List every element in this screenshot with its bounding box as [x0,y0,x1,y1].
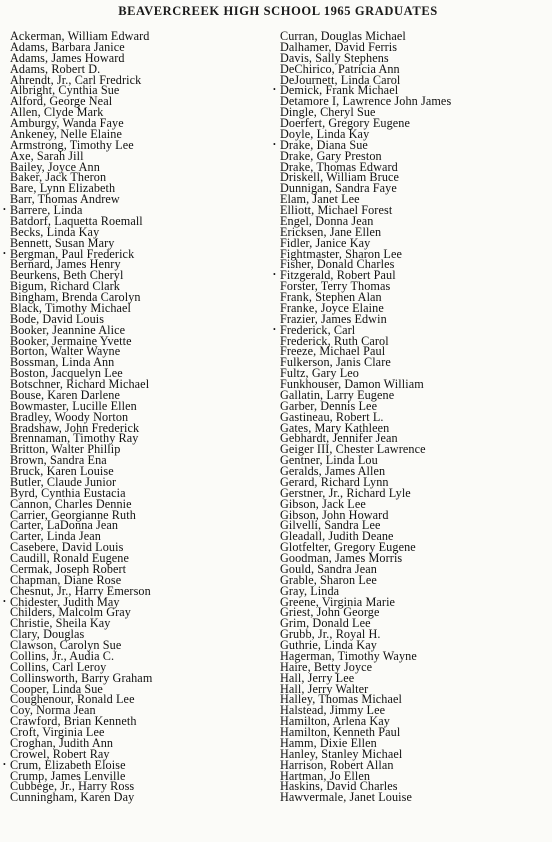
graduate-name: Clary, Douglas [10,627,85,642]
graduate-name: Ankeney, Nelle Elaine [10,126,122,141]
graduate-name: Cermak, Joseph Robert [10,561,127,576]
graduate-name: Haire, Betty Joyce [280,659,373,674]
graduate-name: Davis, Sally Stephens [280,50,389,65]
graduate-name: Clawson, Carolyn Sue [10,638,122,652]
deceased-marker: • [273,324,276,334]
graduate-name: Gentner, Linda Lou [280,453,378,468]
graduate-name: Crum, Elizabeth Eloise [10,757,126,772]
graduate-name: Carter, LaDonna Jean [10,518,119,533]
graduate-name: Bernard, James Henry [10,257,121,272]
graduate-name: Carrier, Georgianne Ruth [10,507,136,522]
graduate-name: Grubb, Jr., Royal H. [280,627,381,642]
graduate-name: Bennett, Susan Mary [10,235,115,250]
graduate-name: Brown, Sandra Ena [10,453,107,468]
graduate-name: Bergman, Paul Frederick [10,246,135,261]
graduate-name: Bouse, Karen Darlene [10,387,120,402]
graduate-name: Elliott, Michael Forest [280,203,393,217]
graduate-name: Engel, Donna Jean [280,213,374,228]
graduate-name: Frederick, Ruth Carol [280,333,389,348]
graduate-name: Fulkerson, Janis Clare [280,355,391,370]
graduate-name: Britton, Walter Phillip [10,442,121,457]
graduate-name: Doerfert, Gregory Eugene [280,116,410,130]
graduate-name: Hawvermale, Janet Louise [280,790,413,805]
graduate-name: Adams, Robert D. [10,61,101,76]
graduate-name: Cunningham, Karen Day [10,790,135,805]
graduate-name: Funkhouser, Damon William [280,377,424,391]
graduate-name: Geiger III, Chester Lawrence [280,442,426,457]
deceased-marker: • [3,759,6,769]
graduate-name: Driskell, William Bruce [280,170,400,185]
graduate-name: Bingham, Brenda Carolyn [10,290,141,304]
graduate-name: Amburgy, Wanda Faye [10,116,124,130]
graduate-name: Chapman, Diane Rose [10,572,122,587]
deceased-marker: • [3,205,6,214]
graduate-name: Detamore I, Lawrence John James [280,94,452,109]
graduate-name: Croft, Virginia Lee [10,725,105,739]
graduate-name: Bailey, Joyce Ann [10,159,100,174]
graduate-name: Grable, Sharon Lee [280,572,377,587]
graduate-name: Beurkens, Beth Cheryl [10,268,124,283]
graduate-name: Christie, Sheila Kay [10,616,111,631]
graduate-name: DeChirico, Patricia Ann [280,61,400,76]
graduate-name: Gallatin, Larry Eugene [280,387,395,402]
graduate-entry [10,792,272,803]
graduate-name: Bode, David Louis [10,311,105,326]
graduate-name: Adams, Barbara Janice [10,39,125,54]
graduate-name: Botschner, Richard Michael [10,377,150,391]
graduate-name: Drake, Gary Preston [280,148,382,163]
graduate-name: Dingle, Cheryl Sue [280,105,376,120]
graduate-name: Gilvelli, Sandra Lee [280,518,381,533]
graduate-name: Bruck, Karen Louise [10,464,114,478]
graduate-name: Goodman, James Morris [280,551,403,565]
graduate-name: Hamilton, Arlena Kay [280,714,390,729]
graduate-name: Cooper, Linda Sue [10,681,103,696]
graduate-name: Booker, Jeannine Alice [10,322,126,337]
graduate-name: Hartman, Jo Ellen [280,768,371,783]
graduate-name: Gerstner, Jr., Richard Lyle [280,485,411,500]
graduate-name: Drake, Thomas Edward [280,159,398,174]
graduate-name: Batdorf, Laquetta Roemall [10,213,143,228]
graduate-name: Guthrie, Linda Kay [280,638,377,652]
graduate-name: Chesnut, Jr., Harry Emerson [10,583,151,598]
graduate-name: Collinsworth, Barry Graham [10,670,153,685]
deceased-marker: • [3,596,6,606]
graduate-name: Gray, Linda [280,583,340,598]
graduate-name: Adams, James Howard [10,50,125,65]
graduate-name: Bossman, Linda Ann [10,355,115,370]
graduate-name: Gebhardt, Jennifer Jean [280,431,398,446]
graduate-name: Gibson, John Howard [280,507,389,522]
graduate-name: Elam, Janet Lee [280,192,360,207]
graduate-name: Grim, Donald Lee [280,616,371,631]
graduate-name: Borton, Walter Wayne [10,344,121,359]
deceased-marker: • [273,270,276,280]
graduate-name: Butler, Claude Junior [10,474,117,489]
graduate-name: Griest, John George [280,605,380,620]
graduate-name: Alford, George Neal [10,94,113,109]
graduate-name: Geralds, James Allen [280,464,386,478]
graduate-name: Axe, Sarah Jill [10,148,84,163]
names-column-right [273,29,550,805]
graduate-name: Curran, Douglas Michael [280,29,406,43]
deceased-marker: • [3,248,6,258]
graduate-name: Booker, Jermaine Yvette [10,333,132,348]
deceased-marker: • [273,139,276,149]
graduate-name: Crump, James Lenville [10,768,126,783]
graduate-name: Collins, Carl Leroy [10,659,107,674]
graduate-name: Albright, Cynthia Sue [10,83,120,98]
names-column-left [3,29,272,805]
graduate-name: Demick, Frank Michael [280,83,399,98]
graduate-name: Hanley, Stanley Michael [280,746,403,761]
graduate-name: Coy, Norma Jean [10,703,96,718]
graduate-name: Cannon, Charles Dennie [10,496,132,511]
graduate-name: Gibson, Jack Lee [280,496,366,511]
graduate-name: Ahrendt, Jr., Carl Fredrick [10,72,142,87]
graduate-name: Hamilton, Kenneth Paul [280,725,401,739]
graduate-name: Cubbege, Jr., Harry Ross [10,779,135,794]
graduate-name: Fitzgerald, Robert Paul [280,268,396,283]
graduate-name: Drake, Diana Sue [280,137,368,152]
graduate-name: Bradshaw, John Frederick [10,420,140,435]
graduate-name: Forster, Terry Thomas [280,279,391,294]
graduate-name: Crawford, Brian Kenneth [10,714,137,729]
graduate-name: Croghan, Judith Ann [10,735,114,750]
graduate-name: Ackerman, William Edward [10,29,150,43]
graduate-name: Barrere, Linda [10,203,83,217]
graduate-entry [276,792,550,803]
graduate-name: Black, Timothy Michael [10,300,132,315]
graduate-name: Gates, Mary Kathleen [280,420,390,435]
graduate-name: Chidester, Judith May [10,594,120,609]
graduate-name: Glotfelter, Gregory Eugene [280,540,416,555]
graduate-name: Freeze, Michael Paul [280,344,386,359]
page-title: BEAVERCREEK HIGH SCHOOL 1965 GRADUATES [118,4,438,18]
graduate-name: Bowmaster, Lucille Ellen [10,398,137,413]
graduate-name: Becks, Linda Kay [10,224,100,239]
graduate-name: Fultz, Gary Leo [280,366,360,381]
graduate-name: Armstrong, Timothy Lee [10,137,134,152]
graduate-name: Halstead, Jimmy Lee [280,703,386,718]
graduate-name: Caudill, Ronald Eugene [10,551,129,565]
graduate-name: Fisher, Donald Charles [280,257,395,272]
graduate-name: Brennaman, Timothy Ray [10,431,139,446]
graduate-name: Collins, Jr., Audia C. [10,648,115,663]
graduate-name: Frazier, James Edwin [280,311,387,326]
graduate-name: Gleadall, Judith Deane [280,529,394,544]
graduate-name: Garber, Dennis Lee [280,398,378,413]
graduate-name: Franke, Joyce Elaine [280,300,384,315]
graduate-name: Halley, Thomas Michael [280,692,403,707]
graduate-name: Dalhamer, David Ferris [280,39,398,54]
graduate-name: Hamm, Dixie Ellen [280,735,377,750]
graduate-name: Frederick, Carl [280,322,356,337]
graduate-name: Bigum, Richard Clark [10,279,120,294]
graduate-name: Dunnigan, Sandra Faye [280,181,397,196]
graduate-name: Gould, Sandra Jean [280,561,377,576]
graduate-name: Crowel, Robert Ray [10,746,110,761]
graduate-name: Gastineau, Robert L. [280,409,384,424]
graduate-name: Casebere, David Louis [10,540,124,555]
graduate-name: Barr, Thomas Andrew [10,192,120,207]
graduate-name: Frank, Stephen Alan [280,290,382,304]
graduate-name: Coughenour, Ronald Lee [10,692,135,707]
graduate-name: Gerard, Richard Lynn [280,474,389,489]
graduate-name: Allen, Clyde Mark [10,105,104,120]
graduate-name: Bare, Lynn Elizabeth [10,181,116,196]
graduate-name: Haskins, David Charles [280,779,398,794]
graduate-name: Ericksen, Jane Ellen [280,224,382,239]
graduate-name: DeJournett, Linda Carol [280,72,401,87]
graduate-name: Hall, Jerry Lee [280,670,355,685]
graduate-name: Hall, Jerry Walter [280,681,369,696]
graduate-name: Fightmaster, Sharon Lee [280,246,402,261]
graduate-name: Greene, Virginia Marie [280,594,396,609]
graduate-name: Bradley, Woody Norton [10,409,129,424]
graduate-name: Hagerman, Timothy Wayne [280,648,417,663]
graduate-name: Fidler, Janice Kay [280,235,371,250]
deceased-marker: • [273,85,276,95]
graduate-name: Carter, Linda Jean [10,529,101,544]
graduate-name: Boston, Jacquelyn Lee [10,366,123,381]
graduate-name: Harrison, Robert Allan [280,757,394,772]
graduate-name: Childers, Malcolm Gray [10,605,132,620]
graduate-name: Baker, Jack Theron [10,170,107,185]
graduate-name: Byrd, Cynthia Eustacia [10,485,126,500]
graduate-name: Doyle, Linda Kay [280,126,370,141]
